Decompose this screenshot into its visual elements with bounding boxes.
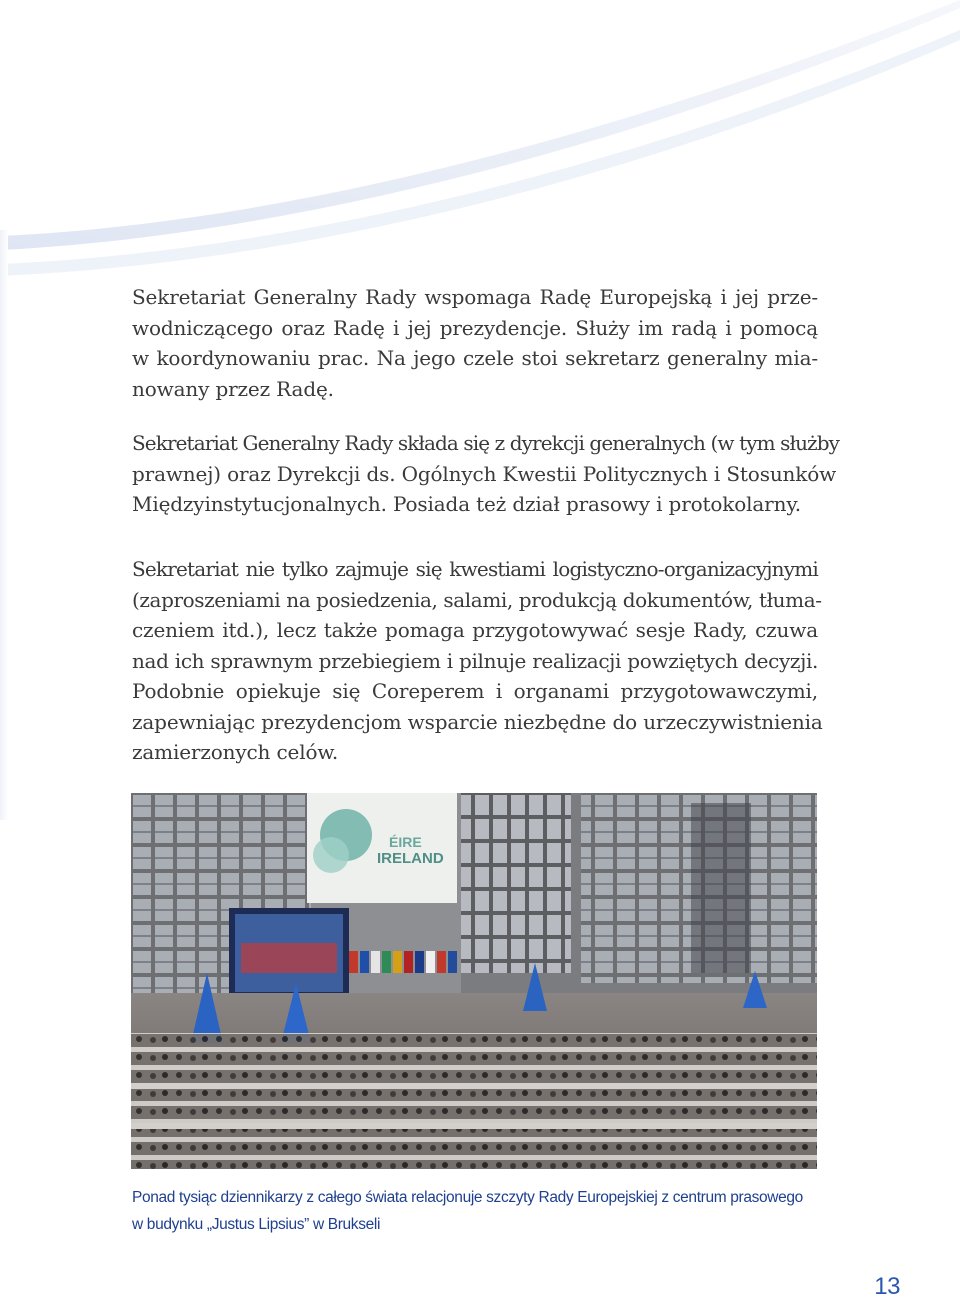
caption-line: Ponad tysiąc dziennikarzy z całego świata relacjonuje szczyty Rady Europejskiej z centrum prasowego bbox=[132, 1189, 803, 1206]
paragraph-3 bbox=[132, 554, 823, 768]
text-line: nad ich sprawnym przebiegiem i pilnuje realizacji powziętych decyzji. bbox=[132, 648, 818, 673]
text-line: w koordynowaniu prac. Na jego czele stoi sekretarz generalny mia- bbox=[132, 346, 818, 370]
press-centre-photo bbox=[131, 793, 817, 1169]
page-number: 13 bbox=[874, 1273, 900, 1300]
photo-caption bbox=[132, 1184, 832, 1238]
text-line: czeniem itd.), lecz także pomaga przygotowywać sesje Rady, czuwa bbox=[132, 618, 818, 642]
text-line: zapewniając prezydencjom wsparcie niezbędne do urzeczywistnienia bbox=[132, 709, 823, 734]
text-line: wodniczącego oraz Radę i jej prezydencje. Służy im radą i pomocą bbox=[132, 315, 818, 340]
paragraph-2 bbox=[132, 428, 839, 520]
text-line: nowany przez Radę. bbox=[132, 376, 334, 401]
text-line: (zaproszeniami na posiedzenia, salami, produkcją dokumentów, tłuma- bbox=[132, 587, 822, 612]
text-line: Międzyinstytucjonalnych. Posiada też dział prasowy i protokolarny. bbox=[132, 492, 802, 516]
caption-line: w budynku „Justus Lipsius” w Brukseli bbox=[132, 1216, 381, 1233]
text-line: Sekretariat Generalny Rady wspomaga Radę Europejską i jej prze- bbox=[132, 285, 818, 309]
text-line: Sekretariat Generalny Rady składa się z dyrekcji generalnych (w tym służby bbox=[132, 431, 839, 455]
text-line: prawnej) oraz Dyrekcji ds. Ogólnych Kwestii Politycznych i Stosunków bbox=[132, 461, 837, 486]
paragraph-1 bbox=[132, 282, 818, 404]
banner-ireland: IRELAND bbox=[377, 850, 444, 867]
text-line: Sekretariat nie tylko zajmuje się kwestiami logistyczno-organizacyjnymi bbox=[132, 557, 818, 581]
text-line: Podobnie opiekuje się Coreperem i organami przygotowawczymi, bbox=[132, 679, 818, 703]
decorative-swoosh bbox=[0, 0, 960, 300]
text-line: zamierzonych celów. bbox=[132, 740, 339, 764]
side-shade bbox=[0, 230, 8, 820]
banner-eire: ÉIRE bbox=[389, 834, 422, 850]
